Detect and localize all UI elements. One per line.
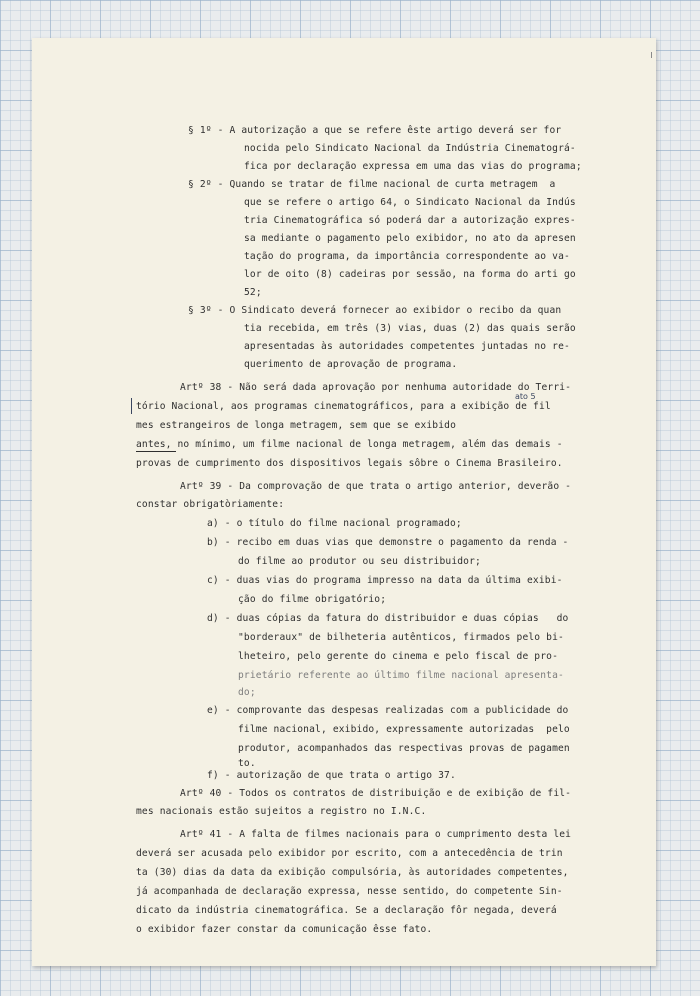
text-line: que se refere o artigo 64, o Sindicato Nacional da Indús	[244, 197, 576, 208]
text-line: querimento de aprovação de programa.	[244, 359, 458, 370]
text-line: § 3º - O Sindicato deverá fornecer ao exibidor o recibo da quan	[188, 305, 562, 316]
list-item: a) - o título do filme nacional programado;	[207, 518, 462, 529]
text-line: Artº 41 - A falta de filmes nacionais para o cumprimento desta lei	[180, 829, 572, 840]
list-item: d) - duas cópias da fatura do distribuidor e duas cópias do	[207, 613, 569, 624]
text-line: lor de oito (8) cadeiras por sessão, na forma do arti go	[244, 269, 576, 280]
text-line: sa mediante o pagamento pelo exibidor, no ato da apresen	[244, 233, 576, 244]
text-line: o exibidor fazer constar da comunicação êsse fato.	[136, 924, 433, 935]
list-item: f) - autorização de que trata o artigo 37.	[207, 770, 456, 781]
list-item: b) - recibo em duas vias que demonstre o pagamento da renda -	[207, 537, 569, 548]
text-line: fica por declaração expressa em uma das vias do programa;	[244, 161, 582, 172]
text-line: ta (30) dias da data da exibição compulsória, às autoridades competentes,	[136, 867, 569, 878]
text-line: tia recebida, em três (3) vias, duas (2) das quais serão	[244, 323, 576, 334]
text-line: produtor, acompanhados das respectivas provas de pagamen	[238, 743, 570, 754]
text-line: "borderaux" de bilheteria autênticos, firmados pelo bi-	[238, 632, 564, 643]
text-line: provas de cumprimento dos dispositivos legais sôbre o Cinema Brasileiro.	[136, 458, 563, 469]
text-line-faint: do;	[238, 687, 256, 698]
text-line: filme nacional, exibido, expressamente autorizadas pelo	[238, 724, 570, 735]
text-line: tório Nacional, aos programas cinematográficos, para a exibição de fil	[136, 401, 551, 412]
text-line: § 2º - Quando se tratar de filme nacional de curta metragem a	[188, 179, 556, 190]
text-line: apresentadas às autoridades competentes juntadas no re-	[244, 341, 570, 352]
text-line: ção do filme obrigatório;	[238, 594, 387, 605]
text-line: deverá ser acusada pelo exibidor por escrito, com a antecedência de trin	[136, 848, 563, 859]
page-edge-mark	[651, 52, 656, 58]
document-page	[32, 38, 656, 966]
text-line: Artº 38 - Não será dada aprovação por nenhuma autoridade do Terri-	[180, 382, 572, 393]
list-item: c) - duas vias do programa impresso na data da última exibi-	[207, 575, 563, 586]
text-line: constar obrigatòriamente:	[136, 499, 285, 510]
text-line: Artº 40 - Todos os contratos de distribuição e de exibição de fil-	[180, 788, 572, 799]
text-line: nocida pelo Sindicato Nacional da Indústria Cinematográ-	[244, 143, 576, 154]
margin-bracket	[131, 398, 132, 414]
text-line-faint: prietário referente ao último filme nacional apresenta-	[238, 670, 564, 681]
text-line: dicato da indústria cinematográfica. Se a declaração fôr negada, deverá	[136, 905, 557, 916]
text-line: § 1º - A autorização a que se refere êste artigo deverá ser for	[188, 125, 562, 136]
text-line: já acompanhada de declaração expressa, nesse sentido, do competente Sin-	[136, 886, 563, 897]
text-line: tria Cinematográfica só poderá dar a autorização expres-	[244, 215, 576, 226]
text-line: lheteiro, pelo gerente do cinema e pelo fiscal de pro-	[238, 651, 558, 662]
list-item: e) - comprovante das despesas realizadas com a publicidade do	[207, 705, 569, 716]
text-line: mes nacionais estão sujeitos a registro no I.N.C.	[136, 806, 427, 817]
text-line: to.	[238, 758, 256, 769]
text-line: antes, no mínimo, um filme nacional de longa metragem, além das demais -	[136, 439, 563, 450]
text-line: Artº 39 - Da comprovação de que trata o artigo anterior, deverão -	[180, 481, 572, 492]
text-line: 52;	[244, 287, 262, 298]
text-line: tação do programa, da importância correspondente ao va-	[244, 251, 570, 262]
underline-mark	[136, 451, 176, 452]
text-line: mes estrangeiros de longa metragem, sem que se exibido	[136, 420, 456, 431]
text-line: do filme ao produtor ou seu distribuidor;	[238, 556, 481, 567]
handwritten-note: ato 5	[515, 392, 536, 401]
